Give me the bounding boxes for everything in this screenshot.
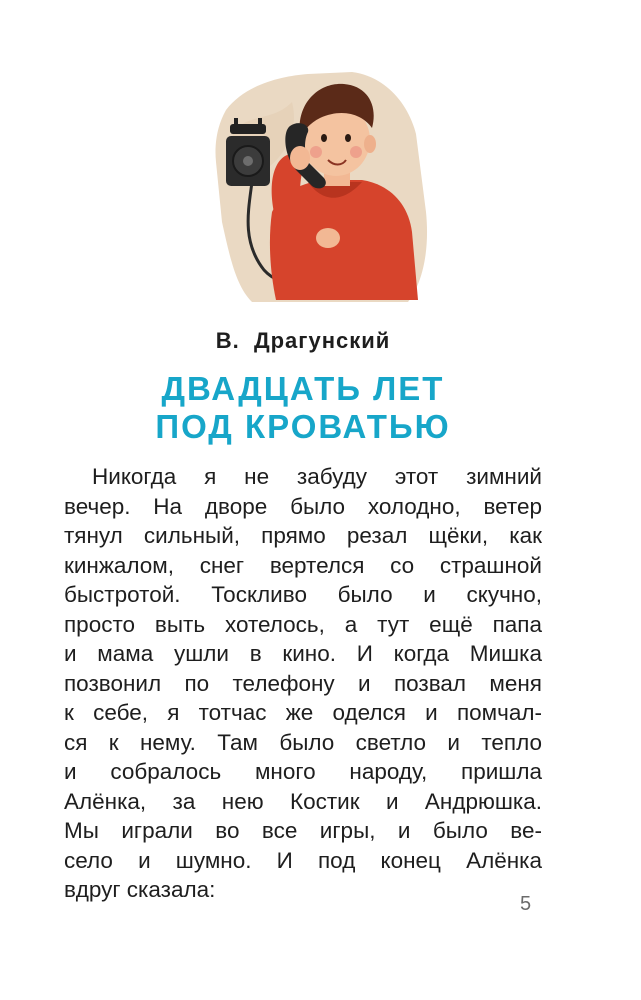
story-paragraph <box>64 462 542 905</box>
text-line: Никогда я не забуду этот зимний <box>92 464 542 489</box>
text-line: вдруг сказала: <box>64 877 216 902</box>
text-line: ся к нему. Там было светло и тепло <box>64 729 542 755</box>
boy-on-phone-illustration <box>212 62 436 304</box>
text-line: к себе, я тотчас же оделся и помчал- <box>64 700 542 725</box>
text-line: вечер. На дворе было холодно, ветер <box>64 493 542 519</box>
text-line: просто выть хотелось, а тут ещё папа <box>64 611 542 637</box>
text-line: тянул сильный, прямо резал щёки, как <box>64 523 542 548</box>
text-line: и мама ушли в кино. И когда Мишка <box>64 641 542 666</box>
title-line-1: ДВАДЦАТЬ ЛЕТ <box>161 370 445 407</box>
text-line: позвонил по телефону и позвал меня <box>64 670 542 696</box>
title-line-2: ПОД КРОВАТЬЮ <box>155 408 451 445</box>
text-line: Мы играли во все игры, и было ве- <box>64 818 542 843</box>
text-line: Алёнка, за нею Костик и Андрюшка. <box>64 788 542 814</box>
story-title <box>0 370 606 446</box>
text-line: быстротой. Тоскливо было и скучно, <box>64 582 542 607</box>
text-line: и собралось много народу, пришла <box>64 759 542 784</box>
text-line: кинжалом, снег вертелся со страшной <box>64 552 542 578</box>
text-line: село и шумно. И под конец Алёнка <box>64 847 542 873</box>
page-number: 5 <box>520 893 532 915</box>
author-name: В. Драгунский <box>215 328 391 353</box>
